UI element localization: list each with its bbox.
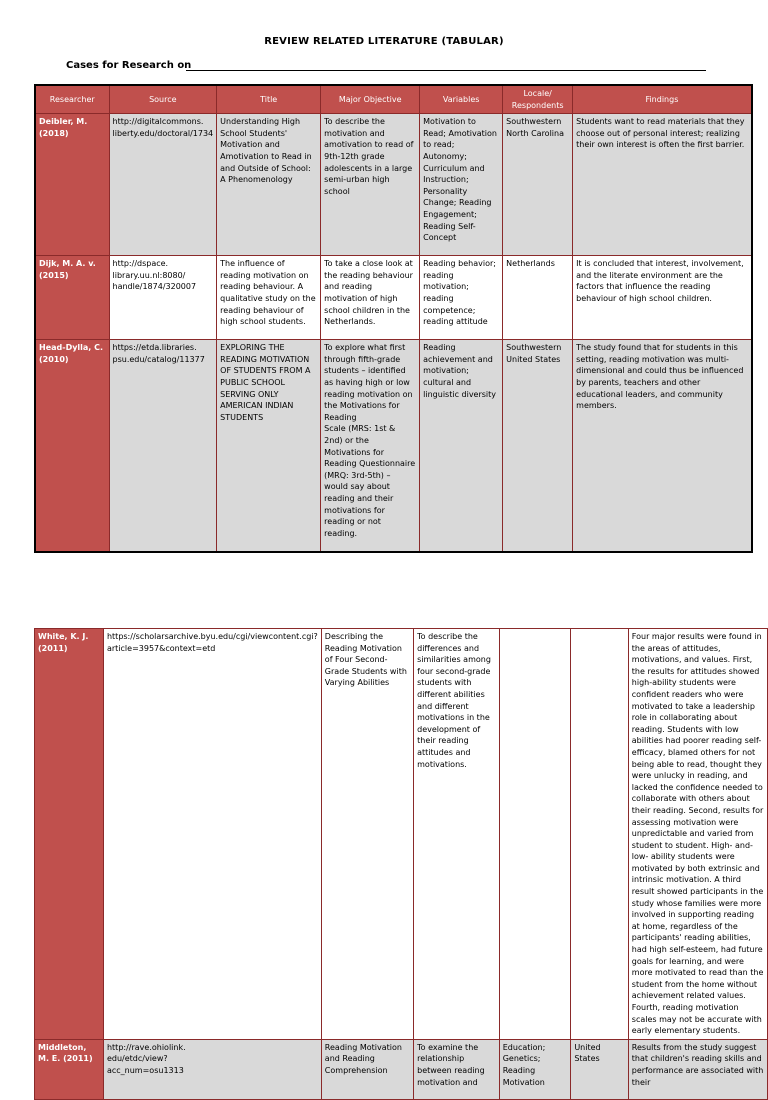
header-title: Title: [217, 85, 321, 114]
title-cell: EXPLORING THE READING MOTIVATION OF STUDENTS FROM A PUBLIC SCHOOL SERVING ONLY AMERICAN INDIAN STUDENTS: [217, 340, 321, 552]
table-row: [35, 114, 752, 256]
document-title: REVIEW RELATED LITERATURE (TABULAR): [264, 36, 504, 47]
source-cell: http://dspace. library.uu.nl:8080/ handle/1874/320007: [109, 256, 217, 340]
objective-cell: To take a close look at the reading behaviour and reading motivation of high school children in the Netherlands.: [321, 256, 420, 340]
table-row: [35, 1039, 768, 1099]
findings-cell: Four major results were found in the areas of attitudes, motivations, and values. First, the results for attitudes showed high-ability students were confident readers who were motivated to take a leadership role in collaborating about reading. Students with low abilities had poorer reading self-efficacy, blamed others for not being able to read, thought they were unlucky in reading, and lacked the confidence needed to collaborate with others about their reading. Second, results for assessing motivation were unpredictable and varied from student to student. High- and- low- ability students were motivated by both extrinsic and intrinsic motivation. A third result showed participants in the study whose families were more involved in supporting reading at home, regardless of the participants' reading abilities, had high self-esteem, had future goals for learning, and were more motivated to read than the student from the home without achievement related values. Fourth, reading motivation scales may not be accurate with early elementary students.: [628, 629, 767, 1040]
literature-table-page-1: [34, 84, 753, 553]
title-cell: The influence of reading motivation on reading behaviour. A qualitative study on the reading behaviour of high school students.: [217, 256, 321, 340]
title-cell: Describing the Reading Motivation of Four Second-Grade Students with Varying Abilities: [321, 629, 413, 1040]
table-row: [35, 340, 752, 552]
variables-cell: Motivation to Read; Amotivation to read; Autonomy; Curriculum and Instruction; Personality Change; Reading Engagement; Reading Self-Concept: [420, 114, 503, 256]
header-source: Source: [109, 85, 217, 114]
literature-table-page-2: [34, 628, 768, 1100]
title-cell: Reading Motivation and Reading Comprehension: [321, 1039, 413, 1099]
source-cell: https://etda.libraries. psu.edu/catalog/11377: [109, 340, 217, 552]
locale-cell: [571, 629, 628, 1040]
findings-cell: It is concluded that interest, involvement, and the literate environment are the factors that influence the reading behaviour of high school children.: [573, 256, 752, 340]
source-cell: http://digitalcommons. liberty.edu/doctoral/1734: [109, 114, 217, 256]
researcher-cell: Middleton, M. E. (2011): [35, 1039, 104, 1099]
researcher-cell: Deibler, M. (2018): [35, 114, 109, 256]
locale-cell: United States: [571, 1039, 628, 1099]
researcher-cell: White, K. J. (2011): [35, 629, 104, 1040]
findings-cell: Results from the study suggest that children's reading skills and performance are associated with their: [628, 1039, 767, 1099]
locale-cell: Southwestern North Carolina: [503, 114, 573, 256]
header-major-objective: Major Objective: [321, 85, 420, 114]
locale-cell: Netherlands: [503, 256, 573, 340]
researcher-cell: Head-Dylla, C. (2010): [35, 340, 109, 552]
header-researcher: Researcher: [35, 85, 109, 114]
variables-cell: Education; Genetics; Reading Motivation: [499, 1039, 571, 1099]
objective-cell: To explore what first through fifth-grade students – identified as having high or low reading motivation on the Motivations for Reading Scale (MRS: 1st & 2nd) or the Motivations for Reading Questionnaire (MRQ: 3rd-5th) – would say about reading and their motivations for reading or not reading.: [321, 340, 420, 552]
source-cell: https://scholarsarchive.byu.edu/cgi/viewcontent.cgi? article=3957&context=etd: [103, 629, 321, 1040]
variables-cell: Reading achievement and motivation; cultural and linguistic diversity: [420, 340, 503, 552]
cases-label: Cases for Research on: [66, 60, 192, 71]
header-findings: Findings: [573, 85, 752, 114]
source-cell: http://rave.ohiolink. edu/etdc/view? acc_num=osu1313: [103, 1039, 321, 1099]
title-cell: Understanding High School Students' Motivation and Amotivation to Read in and Outside of School: A Phenomenology: [217, 114, 321, 256]
cases-underline: [186, 70, 706, 71]
locale-cell: Southwestern United States: [503, 340, 573, 552]
variables-cell: Reading behavior; reading motivation; reading competence; reading attitude: [420, 256, 503, 340]
researcher-cell: Dijk, M. A. v. (2015): [35, 256, 109, 340]
objective-cell: To describe the motivation and amotivation to read of 9th-12th grade adolescents in a large semi-urban high school: [321, 114, 420, 256]
table-row: [35, 629, 768, 1040]
findings-cell: The study found that for students in this setting, reading motivation was multi-dimensional and could thus be influenced by parents, teachers and other educational leaders, and community members.: [573, 340, 752, 552]
objective-cell: To describe the differences and similarities among four second-grade students with different abilities and different motivations in the development of their reading attitudes and motivations.: [414, 629, 500, 1040]
header-row: [35, 85, 752, 114]
variables-cell: [499, 629, 571, 1040]
header-variables: Variables: [420, 85, 503, 114]
header-locale: Locale/ Respondents: [503, 85, 573, 114]
findings-cell: Students want to read materials that they choose out of personal interest; realizing their own interest is often the first barrier.: [573, 114, 752, 256]
table-row: [35, 256, 752, 340]
objective-cell: To examine the relationship between reading motivation and: [414, 1039, 500, 1099]
